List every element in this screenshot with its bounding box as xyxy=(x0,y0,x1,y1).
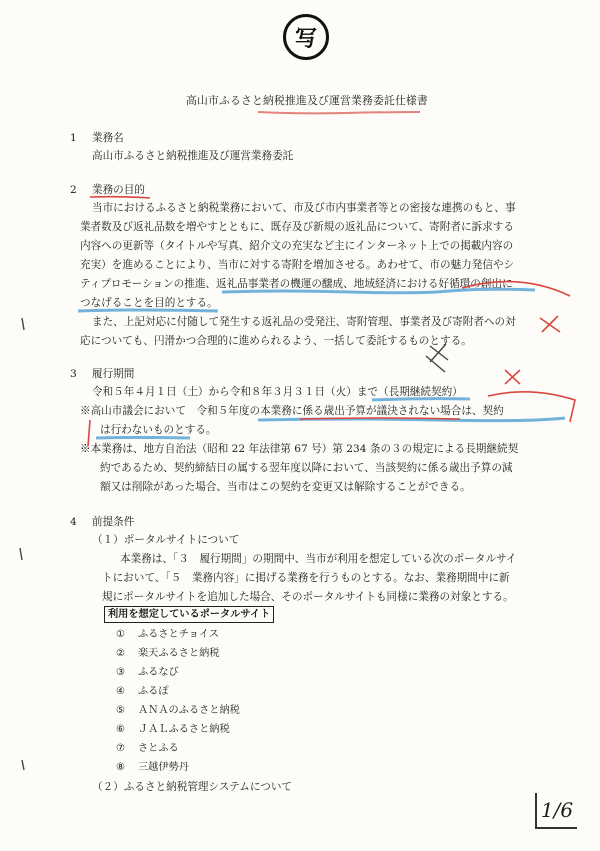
section-2-line: ティプロモーションの推進、返礼品事業者の機運の醸成、地域経済における好循環の創出に xyxy=(80,278,513,290)
margin-tick xyxy=(20,548,22,560)
section-1-heading: 業務名 xyxy=(92,132,124,144)
portal-number: ④ xyxy=(116,686,126,697)
section-4-line: 規にポータルサイトを追加した場合、そのポータルサイトも同様に業務の対象とする。 xyxy=(102,591,514,603)
portal-name: 楽天ふるさと納税 xyxy=(138,648,220,659)
portal-number: ⑤ xyxy=(116,705,126,716)
section-2-line: 内容への更新等（タイトルや写真、紹介文の充実など主にインターネット上での掲載内容の xyxy=(80,240,514,252)
page-number: 1/6 xyxy=(535,793,577,829)
margin-tick xyxy=(22,760,24,770)
section-4-line: トにおいて、「５ 業務内容」に掲げる業務を行うものとする。なお、業務期間中に新 xyxy=(102,572,510,584)
portal-name: 三越伊勢丹 xyxy=(138,762,189,773)
portal-number: ① xyxy=(116,629,126,640)
section-3-number: 3 xyxy=(70,368,77,380)
portal-name: さとふる xyxy=(138,743,179,754)
section-4-subheading: （１）ポータルサイトについて xyxy=(92,534,240,546)
section-3-line: 額又は削除があった場合、当市はこの契約を変更又は解除することができる。 xyxy=(100,481,471,493)
section-4-subheading: （２）ふるさと納税管理システムについて xyxy=(92,781,293,793)
portal-name: ＡＮＡのふるさと納税 xyxy=(138,705,240,716)
section-4-number: 4 xyxy=(70,516,77,528)
section-3-line: 約であるため、契約締結日の属する翌年度以降において、当該契約に係る歳出予算の減 xyxy=(100,462,513,474)
portal-name: ふるさとチョイス xyxy=(138,629,220,640)
section-3-line: ※高山市議会において 令和５年度の本業務に係る歳出予算が議決されない場合は、契約 xyxy=(80,405,504,417)
section-3-heading: 履行期間 xyxy=(92,368,135,380)
portal-number: ⑦ xyxy=(116,743,126,754)
portal-name: ＪＡＬふるさと納税 xyxy=(138,724,230,735)
section-3-line: ※本業務は、地方自治法（昭和 22 年法律第 67 号）第 234 条の３の規定による長期継続契 xyxy=(80,443,519,455)
section-3-line: は行わないものとする。 xyxy=(100,424,217,436)
x-mark xyxy=(505,370,520,384)
section-3-line: 令和５年４月１日（土）から令和８年３月３１日（火）まで（長期継続契約） xyxy=(92,386,463,398)
portal-number: ② xyxy=(116,648,126,659)
section-2-line: また、上記対応に付随して発生する返礼品の受発注、寄附管理、事業者及び寄附者への対 xyxy=(92,316,516,328)
section-4-line: 本業務は、「３ 履行期間」の期間中、当市が利用を想定している次のポータルサイ xyxy=(120,553,517,565)
section-2-heading: 業務の目的 xyxy=(92,184,145,196)
title-underline-mark xyxy=(258,112,420,113)
copy-stamp: 写 xyxy=(283,14,329,60)
portal-number: ③ xyxy=(116,667,126,678)
section-2-line: 応についても、円滑かつ合理的に進められるよう、一括して委託するものとする。 xyxy=(80,335,472,347)
section-2-line: 充実）を進めることにより、当市に対する寄附を増加させる。あわせて、市の魅力発信やシ xyxy=(80,259,515,271)
portal-name: ふるなび xyxy=(138,667,179,678)
portal-number: ⑥ xyxy=(116,724,126,735)
portal-number: ⑧ xyxy=(116,762,126,773)
section-2-line: 業者数及び返礼品数を増やすとともに、既存及び新規の返礼品について、寄附者に訴求する xyxy=(80,221,514,233)
section-2-line: つなげることを目的とする。 xyxy=(80,297,218,309)
portal-name: ふるぽ xyxy=(138,686,169,697)
margin-tick xyxy=(22,318,24,330)
section-2-number: 2 xyxy=(70,184,77,196)
section-1-number: 1 xyxy=(70,132,77,144)
section-1-body: 高山市ふるさと納税推進及び運営業務委託 xyxy=(92,150,294,162)
x-mark xyxy=(540,316,560,332)
portal-box-label: 利用を想定しているポータルサイト xyxy=(104,606,274,623)
section-2-line: 当市におけるふるさと納税業務において、市及び市内事業者等との密接な連携のもと、事 xyxy=(92,202,516,214)
document-title: 高山市ふるさと納税推進及び運営業務委託仕様書 xyxy=(186,94,428,107)
section-4-heading: 前提条件 xyxy=(92,516,135,528)
